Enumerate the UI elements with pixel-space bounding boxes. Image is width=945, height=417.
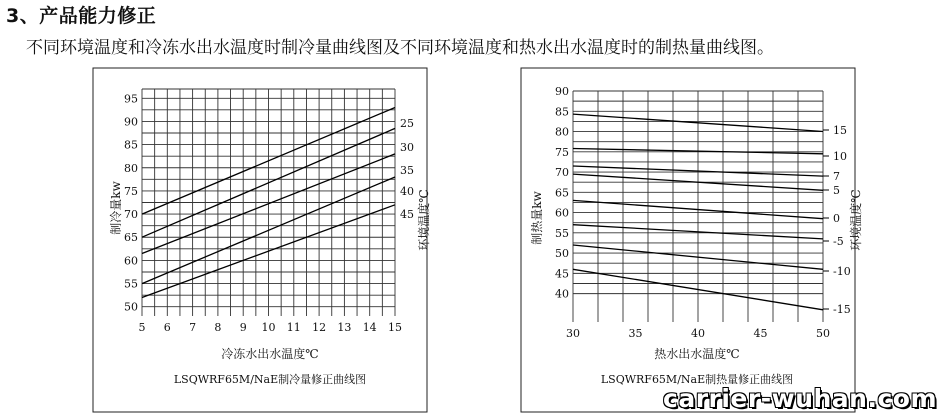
y-tick-label: 60 (124, 254, 138, 268)
section-description: 不同环境温度和冷冻水出水温度时制冷量曲线图及不同环境温度和热水出水温度时的制热量曲线图。 (26, 38, 774, 58)
x-axis-label: 热水出水温度℃ (654, 347, 740, 361)
x-tick-label: 45 (753, 327, 768, 340)
series-label-0: 0 (833, 212, 840, 225)
y-tick-label: 80 (124, 161, 138, 175)
y-tick-label: 50 (555, 247, 569, 261)
y-tick-label: 55 (555, 226, 569, 240)
right-axis-label: 环境温度℃ (849, 189, 863, 251)
series-label-25: 25 (400, 117, 414, 130)
series-label-7: 7 (833, 170, 840, 183)
y-axis-label: 制热量kw (530, 191, 544, 245)
chart-caption: LSQWRF65M/NaE制热量修正曲线图 (600, 373, 794, 386)
y-axis-label: 制冷量kw (109, 181, 123, 235)
y-tick-label: 75 (124, 184, 138, 198)
y-tick-label: 75 (555, 145, 569, 159)
x-tick-label: 30 (566, 327, 580, 340)
y-tick-label: 60 (555, 206, 569, 220)
x-tick-label: 40 (691, 327, 705, 340)
x-tick-label: 7 (189, 321, 197, 334)
y-tick-label: 85 (124, 138, 138, 152)
y-tick-label: 65 (124, 231, 138, 245)
x-tick-label: 10 (261, 321, 276, 334)
y-tick-label: 80 (555, 125, 569, 139)
x-tick-label: 50 (816, 327, 830, 340)
series-label--5: -5 (833, 235, 844, 248)
x-tick-label: 6 (163, 321, 171, 334)
chart-caption: LSQWRF65M/NaE制冷量修正曲线图 (173, 373, 367, 386)
x-tick-label: 12 (312, 321, 327, 334)
series-label-5: 5 (833, 184, 840, 197)
series-label-45: 45 (400, 208, 414, 221)
x-tick-label: 13 (337, 321, 352, 334)
y-tick-label: 90 (555, 85, 569, 98)
right-axis-label: 环境温度℃ (417, 189, 431, 251)
x-tick-label: 5 (138, 321, 146, 334)
y-tick-label: 95 (124, 92, 138, 106)
y-tick-labels (555, 85, 569, 301)
series-labels (823, 124, 851, 316)
y-tick-label: 90 (124, 115, 138, 129)
x-tick-labels (566, 327, 830, 340)
y-tick-label: 45 (555, 267, 569, 281)
x-axis-label: 冷冻水出水温度℃ (221, 347, 319, 361)
y-tick-label: 85 (555, 105, 569, 119)
x-tick-label: 14 (362, 321, 377, 334)
watermark-text: carrier-wuhan.com (663, 384, 937, 413)
series-label-35: 35 (400, 164, 414, 177)
series-label-40: 40 (400, 185, 414, 198)
y-tick-label: 70 (555, 166, 569, 180)
grid (573, 91, 823, 322)
y-tick-label: 55 (124, 277, 138, 291)
y-tick-label: 65 (555, 186, 569, 200)
y-tick-label: 50 (124, 300, 138, 314)
section-heading: 3、产品能力修正 (6, 5, 157, 27)
series-label--15: -15 (833, 303, 851, 316)
x-tick-label: 9 (239, 321, 247, 334)
x-tick-label: 11 (286, 321, 301, 334)
series-label--10: -10 (833, 265, 851, 278)
x-tick-label: 8 (214, 321, 222, 334)
x-tick-label: 15 (388, 321, 402, 334)
y-tick-label: 40 (555, 287, 569, 301)
series-label-30: 30 (400, 141, 414, 154)
x-tick-label: 35 (628, 327, 643, 340)
series-label-10: 10 (833, 150, 847, 163)
series-label-15: 15 (833, 124, 847, 137)
y-tick-label: 70 (124, 208, 138, 222)
